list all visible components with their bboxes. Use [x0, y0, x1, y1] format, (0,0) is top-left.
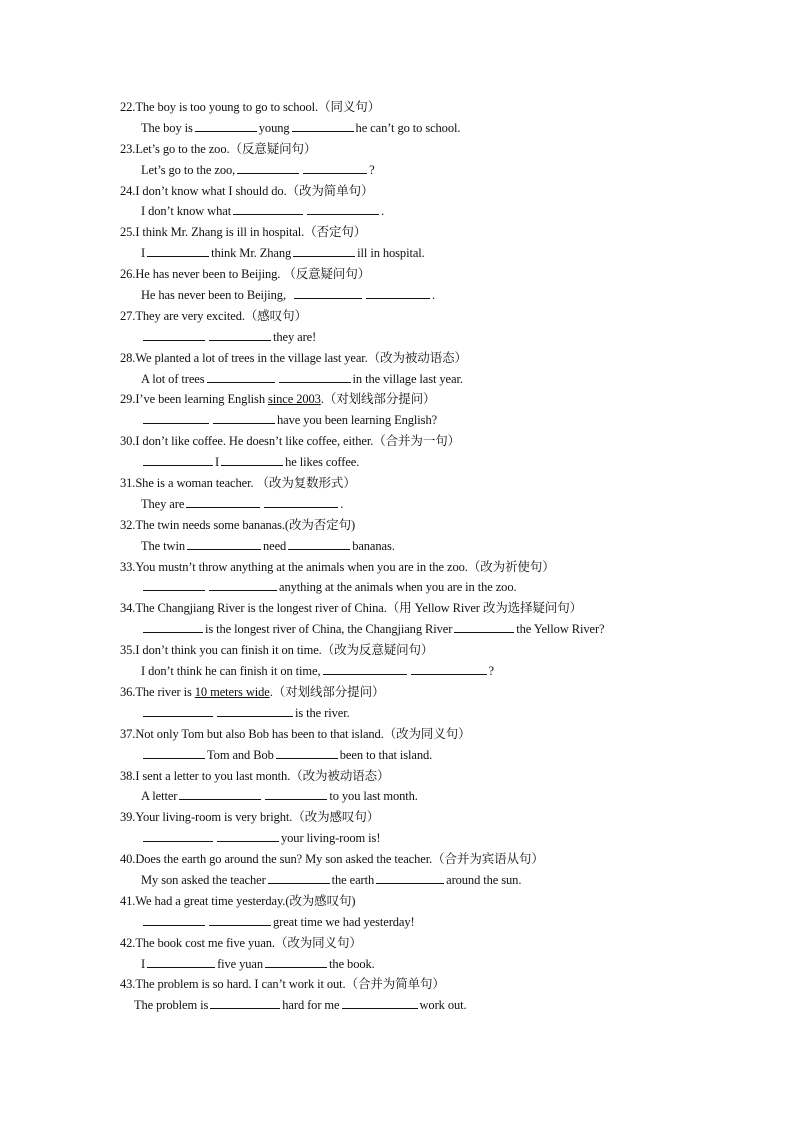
answer-text: the earth — [331, 872, 375, 887]
question-item — [120, 766, 680, 808]
question-text: The twin needs some bananas. — [135, 517, 285, 532]
question-text: She is a woman teacher. — [135, 476, 257, 491]
answer-blank[interactable] — [187, 538, 261, 550]
answer-text: They are — [141, 496, 185, 511]
answer-blank[interactable] — [292, 120, 354, 132]
answer-text: The twin — [141, 538, 185, 553]
question-item — [120, 724, 680, 766]
answer-blank[interactable] — [221, 454, 283, 466]
question-text: I don’t like coffee. He doesn’t like coffee, either. — [135, 434, 374, 449]
answer-line — [120, 745, 680, 766]
question-item — [120, 807, 680, 849]
answer-text: is the longest river of China, the Changjiang River — [205, 622, 453, 637]
answer-blank[interactable] — [307, 203, 379, 215]
question-item — [120, 933, 680, 975]
question-list — [120, 97, 680, 1016]
answer-line — [120, 703, 680, 724]
answer-text: . — [381, 204, 385, 219]
answer-text: bananas. — [352, 538, 395, 553]
answer-line — [120, 912, 680, 933]
question-stem — [120, 348, 680, 369]
answer-line — [120, 828, 680, 849]
answer-blank[interactable] — [143, 579, 205, 591]
question-item — [120, 222, 680, 264]
transformation-task: （合并为一句） — [373, 434, 461, 449]
question-text: He has never been to Beijing. — [135, 267, 284, 282]
answer-blank[interactable] — [143, 412, 209, 424]
question-text: I don’t think you can finish it on time. — [135, 643, 322, 658]
question-stem — [120, 640, 680, 661]
answer-text: He has never been to Beijing, — [141, 288, 286, 303]
answer-blank[interactable] — [143, 830, 213, 842]
answer-blank[interactable] — [147, 245, 209, 257]
answer-line — [120, 954, 680, 975]
question-stem — [120, 389, 680, 410]
answer-line — [120, 369, 680, 390]
answer-blank[interactable] — [293, 245, 355, 257]
answer-blank[interactable] — [147, 956, 215, 968]
question-text: You mustn’t throw anything at the animals when you are in the zoo. — [135, 559, 468, 574]
question-text: The boy is too young to go to school. — [135, 100, 319, 114]
answer-text: work out. — [419, 998, 467, 1013]
question-stem — [120, 933, 680, 954]
answer-line — [120, 243, 680, 264]
question-number: 26. — [120, 267, 136, 282]
question-item — [120, 891, 680, 933]
answer-text: I — [141, 956, 146, 971]
answer-text: The boy is — [141, 120, 193, 135]
question-stem — [120, 473, 680, 494]
question-stem — [120, 139, 680, 160]
answer-blank[interactable] — [217, 705, 293, 717]
answer-line — [120, 619, 680, 640]
question-text: I sent a letter to you last month. — [135, 768, 291, 783]
answer-blank[interactable] — [366, 287, 430, 299]
question-stem — [120, 891, 680, 912]
question-item — [120, 139, 680, 181]
answer-blank[interactable] — [265, 956, 327, 968]
answer-text: Let’s go to the zoo, — [141, 162, 236, 177]
transformation-task: (改为感叹句) — [285, 893, 356, 908]
question-number: 34. — [120, 601, 136, 616]
question-text: Not only Tom but also Bob has been to that island. — [135, 726, 384, 741]
answer-text: great time we had yesterday! — [273, 914, 415, 929]
answer-text: is the river. — [295, 705, 350, 720]
answer-blank[interactable] — [279, 371, 351, 383]
transformation-task: （用 Yellow River 改为选择疑问句） — [386, 601, 583, 616]
question-number: 31. — [120, 476, 136, 491]
transformation-task: （改为被动语态） — [290, 768, 390, 783]
question-number: 41. — [120, 893, 136, 908]
underlined-phrase: since 2003 — [268, 392, 321, 407]
answer-text: the book. — [329, 956, 375, 971]
transformation-task: （改为同义句） — [274, 935, 362, 950]
answer-blank[interactable] — [143, 621, 203, 633]
answer-text: five yuan — [217, 956, 264, 971]
answer-text: I don’t think he can finish it on time, — [141, 664, 321, 679]
question-item — [120, 682, 680, 724]
answer-blank[interactable] — [207, 371, 275, 383]
answer-text: A letter — [141, 789, 178, 804]
transformation-task: （改为反意疑问句） — [321, 643, 434, 658]
question-number: 42. — [120, 935, 136, 950]
answer-blank[interactable] — [454, 621, 514, 633]
answer-text: the Yellow River? — [516, 622, 605, 637]
answer-blank[interactable] — [303, 162, 367, 174]
answer-text: hard for me — [282, 998, 340, 1013]
answer-text: they are! — [273, 329, 317, 344]
transformation-task: （对划线部分提问） — [272, 684, 385, 699]
question-stem — [120, 724, 680, 745]
answer-blank[interactable] — [294, 287, 362, 299]
answer-blank[interactable] — [143, 329, 205, 341]
answer-blank[interactable] — [143, 747, 205, 759]
question-text: The Changjiang River is the longest river of China. — [135, 601, 387, 616]
answer-blank[interactable] — [237, 162, 299, 174]
question-number: 25. — [120, 225, 136, 240]
answer-blank[interactable] — [209, 579, 277, 591]
answer-line — [120, 786, 680, 807]
question-item — [120, 389, 680, 431]
answer-line — [120, 452, 680, 473]
answer-line — [120, 118, 680, 139]
question-number: 32. — [120, 517, 136, 532]
question-stem — [120, 264, 680, 285]
answer-text: I — [215, 455, 220, 470]
answer-line — [120, 160, 680, 181]
question-item — [120, 515, 680, 557]
answer-line — [120, 870, 680, 891]
transformation-task: （改为复数形式） — [256, 476, 356, 491]
question-stem — [120, 181, 680, 202]
question-text: Does the earth go around the sun? My son asked the teacher. — [135, 852, 433, 867]
question-number: 40. — [120, 852, 136, 867]
question-item — [120, 974, 680, 1016]
underlined-phrase: 10 meters wide — [194, 684, 270, 699]
answer-text: around the sun. — [446, 872, 522, 887]
transformation-task: （感叹句） — [244, 308, 307, 323]
transformation-task: （否定句） — [304, 225, 367, 240]
question-item — [120, 181, 680, 223]
question-stem — [120, 557, 680, 578]
question-stem — [120, 807, 680, 828]
question-item — [120, 473, 680, 515]
answer-text: A lot of trees — [141, 371, 205, 386]
answer-text: The problem is — [134, 998, 209, 1013]
question-text: We had a great time yesterday. — [135, 893, 286, 908]
question-text: I think Mr. Zhang is ill in hospital. — [135, 225, 305, 240]
answer-line — [120, 285, 680, 306]
answer-blank[interactable] — [209, 914, 271, 926]
answer-blank[interactable] — [264, 496, 338, 508]
answer-blank[interactable] — [276, 747, 338, 759]
answer-text: he can’t go to school. — [355, 120, 461, 135]
question-item — [120, 264, 680, 306]
answer-text: need — [262, 538, 287, 553]
question-text-end: . — [320, 392, 324, 407]
question-text: The river is — [135, 684, 195, 699]
answer-text: young — [258, 120, 290, 135]
answer-line — [120, 661, 680, 682]
answer-text: in the village last year. — [352, 371, 463, 386]
answer-blank[interactable] — [233, 203, 303, 215]
answer-text: been to that island. — [339, 747, 433, 762]
question-number: 22. — [120, 100, 136, 114]
answer-text: ? — [488, 664, 494, 679]
answer-text: he likes coffee. — [285, 455, 360, 470]
question-number: 36. — [120, 684, 136, 699]
answer-text: . — [431, 288, 436, 303]
answer-text: ? — [369, 162, 375, 177]
answer-line — [120, 494, 680, 515]
question-text: They are very excited. — [135, 308, 245, 323]
answer-line — [120, 577, 680, 598]
question-number: 23. — [120, 141, 136, 156]
answer-blank[interactable] — [186, 496, 260, 508]
question-number: 38. — [120, 768, 136, 783]
question-number: 37. — [120, 726, 136, 741]
transformation-task: （对划线部分提问） — [323, 392, 436, 407]
question-stem — [120, 682, 680, 703]
transformation-task: （改为祈使句） — [467, 559, 555, 574]
answer-blank[interactable] — [411, 663, 487, 675]
question-stem — [120, 849, 680, 870]
answer-text: have you been learning English? — [277, 413, 438, 428]
answer-blank[interactable] — [179, 788, 261, 800]
answer-blank[interactable] — [213, 412, 275, 424]
answer-line — [120, 201, 680, 222]
transformation-task: （反意疑问句） — [283, 267, 371, 282]
question-stem — [120, 515, 680, 536]
question-item — [120, 557, 680, 599]
answer-text: your living-room is! — [281, 831, 381, 846]
answer-text: think Mr. Zhang — [211, 246, 292, 261]
answer-blank[interactable] — [143, 705, 213, 717]
question-number: 29. — [120, 392, 136, 407]
answer-text: to you last month. — [329, 789, 418, 804]
question-text: Let’s go to the zoo. — [135, 141, 230, 156]
answer-blank[interactable] — [323, 663, 407, 675]
answer-blank[interactable] — [195, 120, 257, 132]
question-item — [120, 348, 680, 390]
question-number: 27. — [120, 308, 136, 323]
answer-blank[interactable] — [376, 872, 444, 884]
question-stem — [120, 431, 680, 452]
answer-blank[interactable] — [265, 788, 327, 800]
question-stem — [120, 222, 680, 243]
transformation-task: （反意疑问句） — [229, 141, 317, 156]
question-item — [120, 431, 680, 473]
answer-blank[interactable] — [342, 997, 418, 1009]
answer-blank[interactable] — [143, 454, 213, 466]
transformation-task: （同义句） — [318, 100, 381, 114]
question-text-end: . — [269, 684, 273, 699]
transformation-task: （改为感叹句） — [292, 810, 380, 825]
answer-line — [120, 410, 680, 431]
question-number: 33. — [120, 559, 136, 574]
answer-line — [120, 327, 680, 348]
answer-line — [120, 536, 680, 557]
question-item — [120, 306, 680, 348]
question-text: We planted a lot of trees in the village last year. — [135, 350, 368, 365]
transformation-task: （合并为宾语从句） — [432, 852, 544, 867]
answer-text: My son asked the teacher — [141, 872, 266, 887]
question-number: 35. — [120, 643, 136, 658]
question-text: Your living-room is very bright. — [135, 810, 293, 825]
answer-text: I don’t know what — [141, 204, 232, 219]
question-stem — [120, 974, 680, 995]
question-number: 39. — [120, 810, 136, 825]
question-item — [120, 640, 680, 682]
question-number: 28. — [120, 350, 136, 365]
question-text: I’ve been learning English — [135, 392, 268, 407]
answer-text: anything at the animals when you are in the zoo. — [279, 580, 517, 595]
question-item — [120, 598, 680, 640]
question-item — [120, 849, 680, 891]
question-stem — [120, 97, 680, 118]
answer-blank[interactable] — [210, 997, 280, 1009]
answer-blank[interactable] — [268, 872, 330, 884]
question-stem — [120, 306, 680, 327]
transformation-task: (改为否定句) — [284, 517, 356, 532]
answer-blank[interactable] — [217, 830, 279, 842]
transformation-task: （合并为简单句） — [345, 977, 445, 992]
question-stem — [120, 598, 680, 619]
question-text: I don’t know what I should do. — [135, 183, 287, 198]
answer-text: Tom and Bob — [207, 747, 274, 762]
question-item — [120, 97, 680, 139]
transformation-task: （改为被动语态） — [367, 350, 467, 365]
answer-text: I — [141, 246, 146, 261]
question-stem — [120, 766, 680, 787]
question-number: 43. — [120, 977, 136, 992]
answer-line — [120, 995, 680, 1016]
answer-blank[interactable] — [288, 538, 350, 550]
question-number: 24. — [120, 183, 136, 198]
transformation-task: （改为同义句） — [383, 726, 471, 741]
question-text: The book cost me five yuan. — [135, 935, 275, 950]
transformation-task: （改为简单句） — [286, 183, 374, 198]
question-number: 30. — [120, 434, 136, 449]
question-text: The problem is so hard. I can’t work it out. — [135, 977, 346, 992]
answer-text: ill in hospital. — [357, 246, 425, 261]
answer-text: . — [340, 496, 344, 511]
answer-blank[interactable] — [209, 329, 271, 341]
answer-blank[interactable] — [143, 914, 205, 926]
